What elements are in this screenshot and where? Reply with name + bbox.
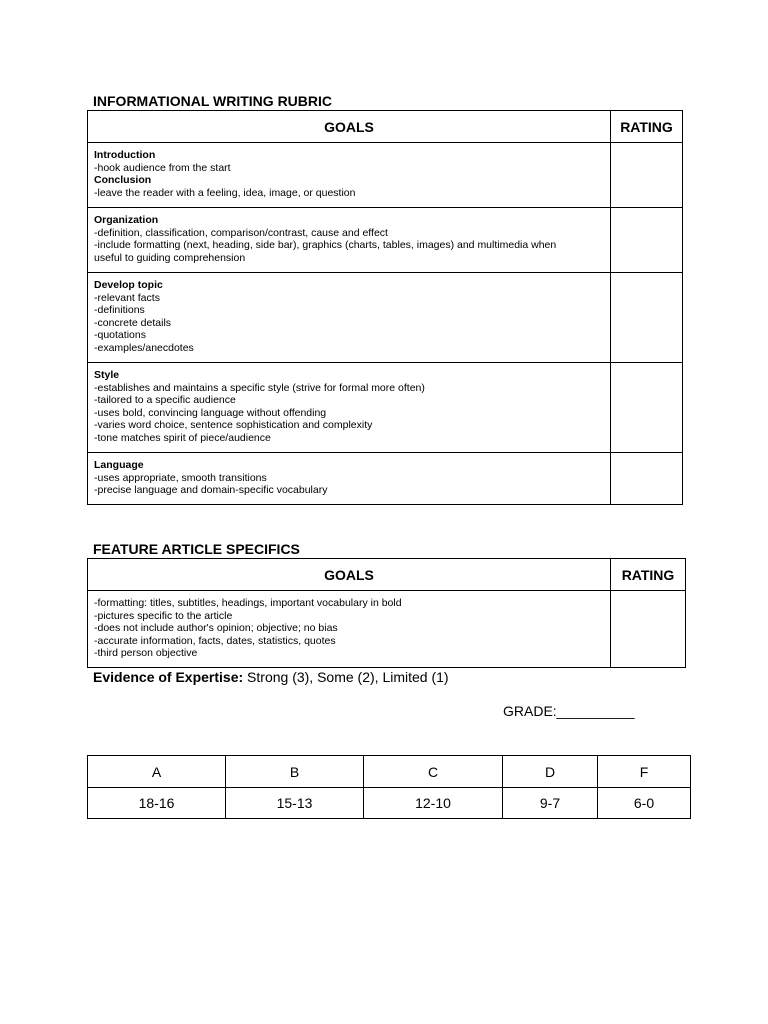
criterion-line: -precise language and domain-specific vocabulary bbox=[94, 484, 328, 497]
rubric-goal-cell bbox=[88, 363, 611, 453]
grade-letter: C bbox=[364, 756, 503, 788]
goals-header: GOALS bbox=[88, 559, 611, 591]
criterion-heading: Conclusion bbox=[94, 174, 152, 187]
grade-letter: D bbox=[503, 756, 598, 788]
rating-cell[interactable] bbox=[611, 143, 683, 208]
feature-line: -does not include author's opinion; objective; no bias bbox=[94, 622, 338, 635]
criterion-line: -uses bold, convincing language without offending bbox=[94, 406, 327, 419]
rubric-row bbox=[88, 363, 683, 453]
feature-line: -third person objective bbox=[94, 647, 198, 660]
goals-header: GOALS bbox=[88, 111, 611, 143]
rating-header: RATING bbox=[611, 111, 683, 143]
feature-table bbox=[87, 558, 686, 668]
criterion-line: -relevant facts bbox=[94, 291, 160, 304]
criterion-line: -examples/anecdotes bbox=[94, 341, 194, 354]
criterion-heading: Organization bbox=[94, 214, 159, 226]
grade-scale-table bbox=[87, 755, 691, 819]
criterion-heading: Language bbox=[94, 459, 144, 471]
criterion-heading: Style bbox=[94, 369, 120, 381]
rating-cell[interactable] bbox=[611, 591, 686, 668]
feature-goal-cell bbox=[88, 591, 611, 668]
feature-line: -formatting: titles, subtitles, headings, important vocabulary in bold bbox=[94, 597, 402, 609]
rating-cell[interactable] bbox=[611, 363, 683, 453]
rubric-goal-cell bbox=[88, 143, 611, 208]
rubric-goal-cell bbox=[88, 273, 611, 363]
criterion-line: -varies word choice, sentence sophistication and complexity bbox=[94, 419, 373, 432]
evidence-line bbox=[93, 669, 449, 685]
criterion-line: -leave the reader with a feeling, idea, image, or question bbox=[94, 186, 356, 199]
evidence-text: Strong (3), Some (2), Limited (1) bbox=[243, 669, 449, 685]
grade-range: 9-7 bbox=[503, 788, 598, 819]
criterion-line: useful to guiding comprehension bbox=[94, 251, 246, 264]
criterion-line: -tone matches spirit of piece/audience bbox=[94, 431, 271, 444]
grade-letter: F bbox=[598, 756, 691, 788]
criterion-line: -establishes and maintains a specific style (strive for formal more often) bbox=[94, 381, 425, 394]
rubric-row bbox=[88, 453, 683, 505]
grade-range: 12-10 bbox=[364, 788, 503, 819]
grade-letter: A bbox=[88, 756, 226, 788]
grade-range: 18-16 bbox=[88, 788, 226, 819]
criterion-line: -definition, classification, comparison/contrast, cause and effect bbox=[94, 226, 388, 239]
rubric-row bbox=[88, 208, 683, 273]
rating-header: RATING bbox=[611, 559, 686, 591]
grade-range: 6-0 bbox=[598, 788, 691, 819]
rubric-row bbox=[88, 273, 683, 363]
rubric-goal-cell bbox=[88, 208, 611, 273]
rubric-goal-cell bbox=[88, 453, 611, 505]
rating-cell[interactable] bbox=[611, 208, 683, 273]
feature-title: FEATURE ARTICLE SPECIFICS bbox=[93, 541, 300, 557]
criterion-line: -quotations bbox=[94, 329, 146, 342]
feature-line: -pictures specific to the article bbox=[94, 609, 233, 622]
criterion-heading: Develop topic bbox=[94, 279, 163, 291]
criterion-line: -definitions bbox=[94, 304, 145, 317]
rubric-table bbox=[87, 110, 683, 505]
criterion-line: -uses appropriate, smooth transitions bbox=[94, 471, 267, 484]
grade-range: 15-13 bbox=[226, 788, 364, 819]
grade-letter: B bbox=[226, 756, 364, 788]
rubric-title: INFORMATIONAL WRITING RUBRIC bbox=[93, 93, 333, 109]
rating-cell[interactable] bbox=[611, 273, 683, 363]
evidence-label: Evidence of Expertise: bbox=[93, 669, 244, 685]
feature-line: -accurate information, facts, dates, statistics, quotes bbox=[94, 634, 336, 647]
criterion-line: -hook audience from the start bbox=[94, 161, 231, 174]
criterion-line: -concrete details bbox=[94, 316, 172, 329]
criterion-heading: Introduction bbox=[94, 149, 156, 161]
criterion-line: -include formatting (next, heading, side bar), graphics (charts, tables, images) and multimedia when bbox=[94, 239, 557, 252]
feature-row bbox=[88, 591, 686, 668]
criterion-line: -tailored to a specific audience bbox=[94, 394, 236, 407]
grade-field: GRADE:__________ bbox=[503, 703, 635, 719]
rubric-row bbox=[88, 143, 683, 208]
rating-cell[interactable] bbox=[611, 453, 683, 505]
